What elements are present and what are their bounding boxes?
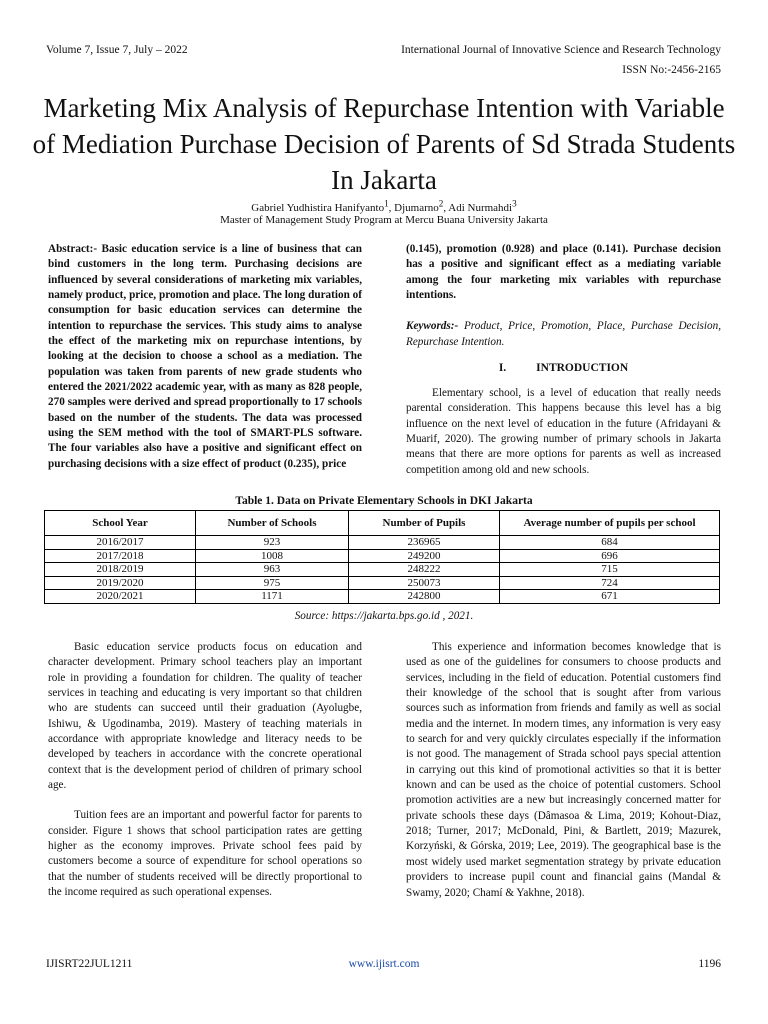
keywords <box>406 319 721 350</box>
abstract-right <box>406 242 721 478</box>
abstract-text-continued: (0.145), promotion (0.928) and place (0.141). Purchase decision has a positive and significant effect as a mediating variable among the four marketing mix variables with repurchase intentions. <box>406 243 721 302</box>
section-title: INTRODUCTION <box>536 362 629 375</box>
table-row <box>45 536 720 550</box>
table-cell: 2017/2018 <box>45 549 196 563</box>
column-header: Number of Pupils <box>349 511 500 536</box>
table-row <box>45 549 720 563</box>
table-row <box>45 576 720 590</box>
author: Djumarno$^2$, <box>394 198 449 214</box>
volume-info: Volume 7, Issue 7, July – 2022 <box>46 44 188 56</box>
author: Adi Nurmahdi$^3$ <box>448 198 517 214</box>
table-cell: 242800 <box>349 590 500 604</box>
table-cell: 1008 <box>196 549 349 563</box>
section-heading <box>406 362 721 374</box>
table-cell: 248222 <box>349 563 500 577</box>
table-cell: 923 <box>196 536 349 550</box>
journal-url-link[interactable]: www.ijisrt.com <box>348 958 420 970</box>
body-paragraph: Basic education service products focus on education and character development. Primary school teachers play an important role in providing a foundation for children. The quality of teacher services in teaching and educating is very important so that children who are students can succeed until their graduation (Ayolugbe, Ishiwu, & Ugodinamba, 2019). Mastery of teaching materials in accordance with appropriate knowledge and literacy needs to be developed by teachers in accordance with the concrete operational context that is the development period of children of primary school age. <box>48 641 362 792</box>
table-row <box>45 590 720 604</box>
table-cell: 249200 <box>349 549 500 563</box>
abstract-left <box>48 242 362 472</box>
issn: ISSN No:-2456-2165 <box>622 64 721 76</box>
column-header: School Year <box>45 511 196 536</box>
intro-paragraph: Elementary school, is a level of education that really needs parental consideration. This happens because this level has a big influence on the next level of education in the future (Afridayani & Muarif, 2020). The growing number of primary schools in Jakarta means that there are more options for parents as well as increased competition among old and new schools. <box>406 387 721 476</box>
author-list <box>0 198 768 214</box>
table-header-row <box>45 511 720 536</box>
author: Gabriel Yudhistira Hanifyanto$^1$, <box>251 198 395 214</box>
body-left <box>48 640 362 901</box>
column-header: Number of Schools <box>196 511 349 536</box>
table-cell: 975 <box>196 576 349 590</box>
table-cell: 2018/2019 <box>45 563 196 577</box>
affiliation: Master of Management Study Program at Mercu Buana University Jakarta <box>220 214 548 226</box>
body-paragraph: This experience and information becomes knowledge that is used as one of the guidelines for consumers to choose products and services, including in the field of education. Potential customers find their knowledge of the school that is sought after from various sources such as information from friends and family as well as social media and the internet. In modern times, any information is very easy to search for and very quickly circulates especially if the information is not good. The management of Strada school pays special attention in carrying out this kind of promotional activities so that it is better known and can be used as the choice of potential customers. School promotion activities are a new but increasingly concerned matter for private schools these days (Dâmasoa & Lima, 2019; Kohout-Diaz, 2018; Turner, 2017; McDonald, Pini, & Bartlett, 2019; Mazurek, Korzyński, & Górska, 2019; Lee, 2019). The geographical base is the most widely used market segmentation strategy by private education providers to increase pupil count and financial gains (Mandal & Swamy, 2020; Chamí & Yakhne, 2018). <box>406 641 721 899</box>
section-number: I. <box>498 362 507 375</box>
body-right <box>406 640 721 901</box>
table-cell: 696 <box>500 549 720 563</box>
paper-title: Marketing Mix Analysis of Repurchase Intention with Variable of Mediation Purchase Decision of Parents of Sd Strada Students In Jakarta <box>32 93 736 195</box>
table-cell: 724 <box>500 576 720 590</box>
table-cell: 2016/2017 <box>45 536 196 550</box>
table-cell: 684 <box>500 536 720 550</box>
keywords-label: Keywords:- <box>406 320 459 333</box>
table-source: Source: https://jakarta.bps.go.id , 2021. <box>294 610 474 622</box>
table-row <box>45 563 720 577</box>
paper-id: IJISRT22JUL1211 <box>46 958 133 970</box>
table-cell: 963 <box>196 563 349 577</box>
table-cell: 236965 <box>349 536 500 550</box>
table-cell: 2020/2021 <box>45 590 196 604</box>
column-header: Average number of pupils per school <box>500 511 720 536</box>
page-number: 1196 <box>698 958 721 970</box>
table-caption: Table 1. Data on Private Elementary Schools in DKI Jakarta <box>235 495 533 507</box>
table-cell: 2019/2020 <box>45 576 196 590</box>
schools-table <box>44 510 720 604</box>
table-cell: 671 <box>500 590 720 604</box>
journal-name: International Journal of Innovative Science and Research Technology <box>401 44 721 56</box>
table-cell: 715 <box>500 563 720 577</box>
keywords-text: Product, Price, Promotion, Place, Purchase Decision, Repurchase Intention. <box>406 320 722 348</box>
body-paragraph: Tuition fees are an important and powerful factor for parents to consider. Figure 1 shows that school participation rates are getting higher as the economy improves. Private school fees paid by customers become a source of expenditure for school operations so that the number of students received will be directly proportional to the income required as such operational expenses. <box>48 809 362 899</box>
abstract-text: Abstract:- Basic education service is a line of business that can bind customers in the long term. Purchasing decisions are influenced by several considerations of marketing mix variables, namely product, price, promotion and place. The long duration of consumption for basic education services can determine the intention to repurchase the services. This study aims to analyse the effect of the marketing mix on repurchase intentions, by looking at the decision to choose a school as a mediation. The population was taken from parents of new grade students who entered the 2021/2022 academic year, with as many as 828 people, 270 samples were derived and spread proportionally to 17 schools based on the number of the students. The data was processed using the SEM method with the tool of SMART-PLS software. The four variables also have a positive and significant effect on purchasing decisions with a size effect of product (0.235), price <box>48 243 362 470</box>
table-cell: 1171 <box>196 590 349 604</box>
table-cell: 250073 <box>349 576 500 590</box>
